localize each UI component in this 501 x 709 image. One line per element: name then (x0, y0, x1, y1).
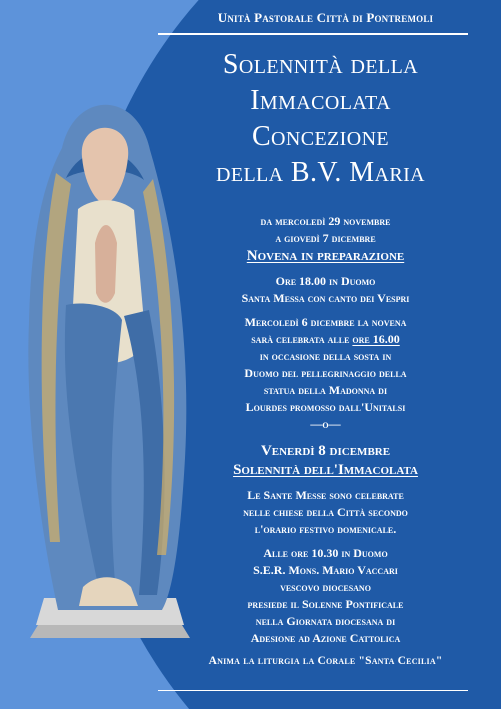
novena-heading: Novena in preparazione (246, 248, 405, 264)
masses-line-2: nelle chiese della Città secondo (243, 505, 408, 519)
masses-line-1: Le Sante Messe sono celebrate (247, 488, 404, 502)
novena-note-line-2: sarà celebrata alle ore 16.00 (251, 332, 400, 346)
title-line-2: Immacolata (250, 85, 391, 116)
title-line-3: Concezione (251, 121, 390, 152)
novena-note-line-6: Lourdes promosso dall'Unitalsi (245, 400, 406, 414)
masses-line-3: l'orario festivo domenicale. (254, 522, 397, 536)
title-line-4: della B.V. Maria (215, 157, 425, 188)
feast-heading: Solennità dell'Immacolata (233, 462, 418, 478)
pontifical-line-6: Adesione ad Azione Cattolica (250, 631, 401, 645)
pontifical-line-5: nella Giornata diocesana di (255, 614, 396, 628)
bottom-rule (158, 690, 468, 691)
novena-note-line-4: Duomo del pellegrinaggio della (244, 366, 407, 380)
novena-mass: Santa Messa con canto dei Vespri (241, 291, 410, 305)
novena-time: Ore 18.00 in Duomo (275, 274, 376, 288)
novena-end-date: a giovedì 7 dicembre (275, 231, 376, 245)
novena-start-date: da mercoledì 29 novembre (260, 214, 391, 228)
organization-heading: Unità Pastorale Città di Pontremoli (217, 10, 434, 25)
novena-note-line-3: in occasione della sosta in (259, 349, 392, 363)
pontifical-line-4: presiede il Solenne Pontificale (247, 597, 404, 611)
event-title (150, 47, 501, 191)
novena-note-line-5: statua della Madonna di (263, 383, 388, 397)
pontifical-line-2: S.E.R. Mons. Mario Vaccari (253, 563, 398, 577)
title-line-1: Solennità della (222, 49, 419, 80)
novena-section (150, 213, 501, 416)
pontifical-line-3: vescovo diocesano (280, 580, 371, 594)
choir-footer: Anima la liturgia la Corale "Santa Cecilia" (208, 655, 443, 667)
novena-note-line-1: Mercoledì 6 dicembre la novena (244, 315, 407, 329)
pontifical-line-1: Alle ore 10.30 in Duomo (263, 546, 388, 560)
feast-section (150, 442, 501, 647)
top-rule (158, 33, 468, 35)
section-divider: —o— (310, 417, 341, 431)
feast-date: Venerdì 8 dicembre (260, 443, 391, 459)
